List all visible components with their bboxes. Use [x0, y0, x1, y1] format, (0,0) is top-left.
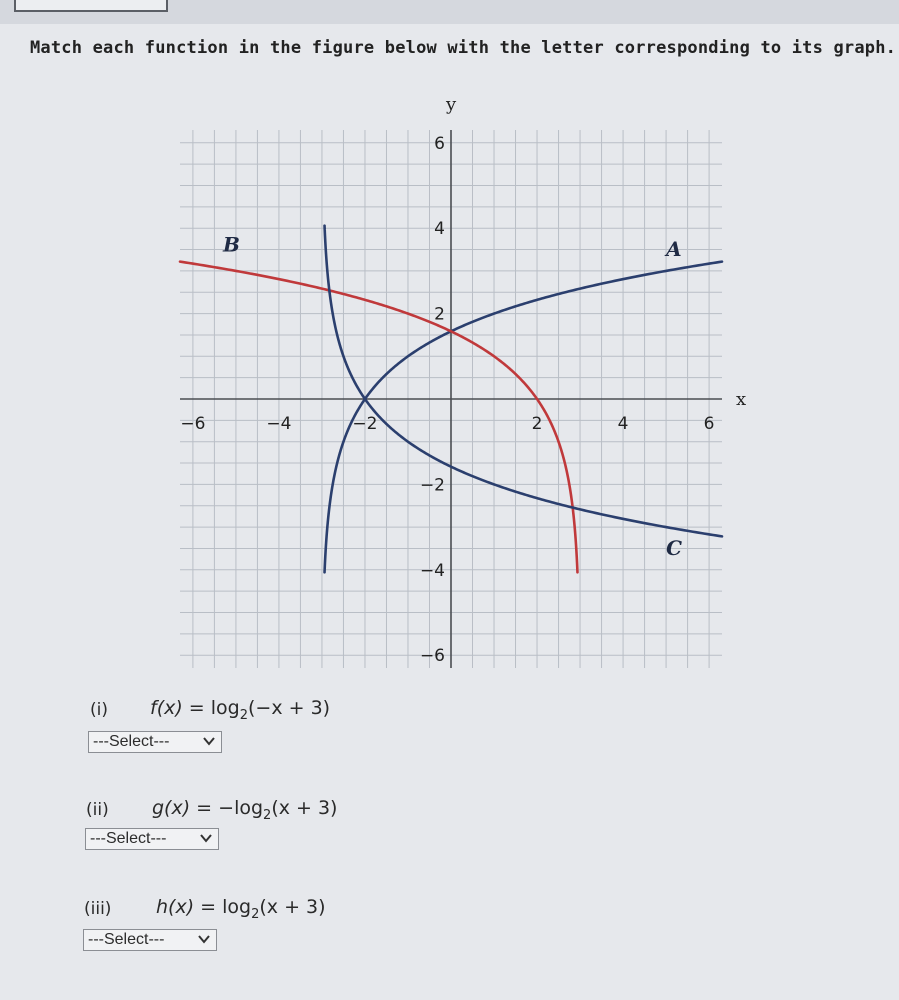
select-h-label: ---Select--- [88, 931, 165, 948]
function-g-sign: − [218, 797, 235, 819]
select-f[interactable] [88, 731, 222, 753]
y-tick-label: 4 [434, 219, 445, 240]
question-number-iii: (iii) [84, 899, 112, 919]
question-number-i: (i) [90, 700, 108, 720]
function-f: $f(x) = \log_2(-x + 3)$ [150, 697, 331, 723]
function-h-arg: (x + 3) [259, 896, 326, 918]
function-f-arg: (−x + 3) [248, 697, 331, 719]
y-tick-label: −4 [419, 560, 445, 581]
chevron-down-icon [198, 933, 210, 945]
y-axis-label: y [446, 94, 457, 115]
function-h-lhs: h(x) [156, 896, 195, 918]
curve-label-b: B [223, 232, 240, 257]
x-axis-label: x [736, 389, 747, 410]
select-g-label: ---Select--- [90, 830, 167, 847]
x-tick-label: −2 [352, 414, 378, 434]
y-tick-label: 2 [434, 304, 445, 325]
question-prompt: Match each function in the figure below with the letter corresponding to its graph. [30, 38, 897, 58]
chevron-down-icon [200, 832, 212, 844]
x-tick-label: 2 [531, 414, 543, 434]
x-tick-label: −4 [266, 414, 292, 434]
select-f-label: ---Select--- [93, 733, 170, 750]
select-g[interactable] [85, 828, 219, 850]
chevron-down-icon [203, 735, 215, 747]
function-g-arg: (x + 3) [271, 797, 338, 819]
question-number-ii: (ii) [86, 800, 109, 820]
function-g: $g(x) = -\log_2(x + 3)$ [152, 797, 338, 823]
y-tick-label: −2 [419, 475, 445, 496]
function-f-lhs: f(x) [150, 697, 183, 719]
x-tick-label: 6 [703, 414, 715, 434]
y-tick-label: 6 [434, 133, 445, 154]
curve-label-a: A [666, 236, 682, 261]
select-h[interactable] [83, 929, 217, 951]
function-g-lhs: g(x) [152, 797, 191, 819]
y-tick-label: −6 [419, 646, 445, 667]
x-tick-label: 4 [617, 414, 629, 434]
x-tick-label: −6 [180, 414, 206, 434]
function-h: $h(x) = \log_2(x + 3)$ [156, 896, 326, 922]
curve-label-c: C [666, 535, 683, 560]
